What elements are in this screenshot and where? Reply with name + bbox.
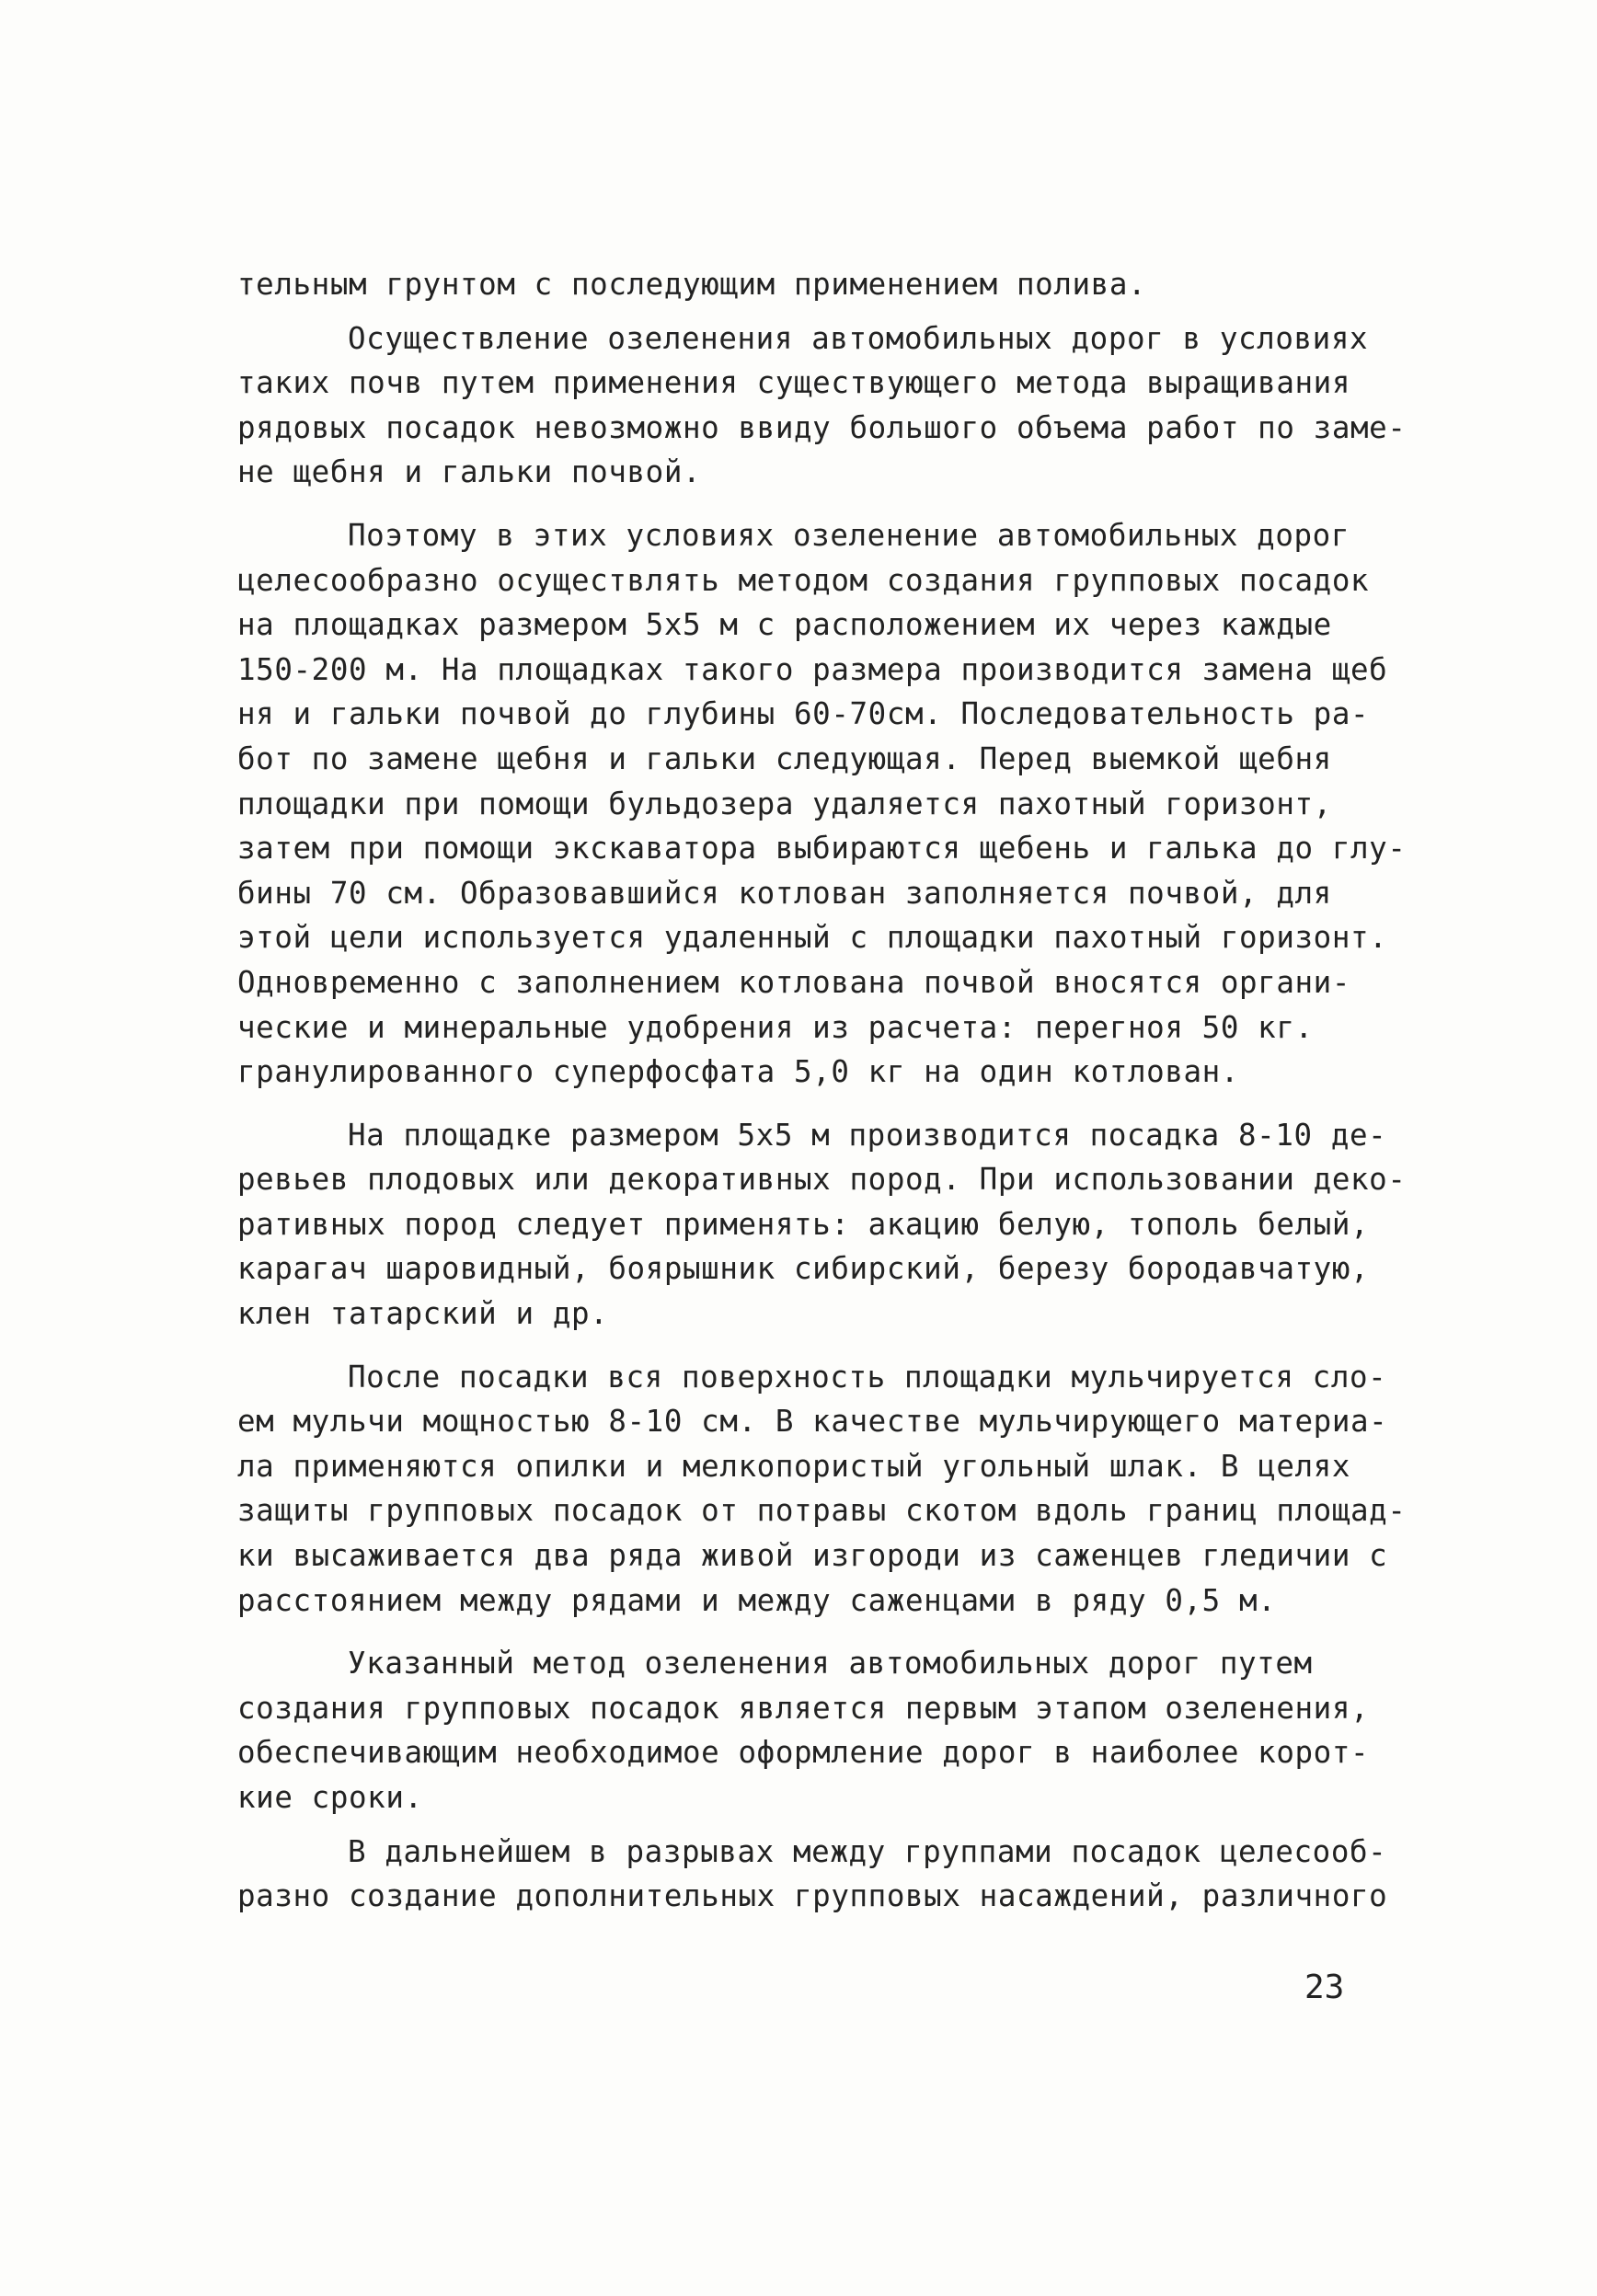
text-line: бот по замене щебня и гальки следующая. Перед выемкой щебня <box>237 740 1332 776</box>
page-number: 23 <box>1304 1969 1345 2006</box>
text-line: бины 70 см. Образовавшийся котлован заполняется почвой, для <box>237 875 1332 911</box>
paragraph-2 <box>237 316 1407 495</box>
text-line: разно создание дополнительных групповых насаждений, различного <box>237 1878 1388 1914</box>
text-line: ня и гальки почвой до глубины 60-70см. Последовательность ра- <box>237 696 1370 732</box>
text-line: Указанный метод озеленения автомобильных дорог путем <box>348 1646 1313 1682</box>
body-text <box>237 262 1407 1919</box>
paragraph-7 <box>237 1830 1388 1919</box>
text-line: В дальнейшем в разрывах между группами посадок целесооб- <box>348 1833 1387 1869</box>
text-line: таких почв путем применения существующего метода выращивания <box>237 365 1350 401</box>
text-line: обеспечивающим необходимое оформление дорог в наиболее корот- <box>237 1735 1370 1771</box>
paragraph-5 <box>237 1355 1407 1624</box>
text-line: Одновременно с заполнением котлована почвой вносятся органи- <box>237 964 1350 1000</box>
text-line: ки высаживается два ряда живой изгороди из саженцев гледичии с <box>237 1538 1388 1574</box>
text-line: создания групповых посадок является первым этапом озеленения, <box>237 1690 1370 1726</box>
text-line: расстоянием между рядами и между саженцами в ряду 0,5 м. <box>237 1582 1277 1618</box>
text-line: Осуществление озеленения автомобильных дорог в условиях <box>348 320 1369 356</box>
text-line: рядовых посадок невозможно ввиду большого объема работ по заме- <box>237 409 1407 445</box>
text-line: 150-200 м. На площадках такого размера производится замена щеб <box>237 651 1388 687</box>
text-line: защиты групповых посадок от потравы скотом вдоль границ площад- <box>237 1493 1407 1529</box>
text-line: карагач шаровидный, боярышник сибирский, березу бородавчатую, <box>237 1251 1370 1287</box>
text-line: ческие и минеральные удобрения из расчета: перегноя 50 кг. <box>237 1009 1314 1045</box>
text-line: целесообразно осуществлять методом создания групповых посадок <box>237 562 1370 598</box>
text-line: ративных пород следует применять: акацию белую, тополь белый, <box>237 1206 1370 1242</box>
text-line: площадки при помощи бульдозера удаляется пахотный горизонт, <box>237 786 1332 821</box>
paragraph-6 <box>237 1641 1378 1820</box>
paragraph-4 <box>237 1113 1407 1337</box>
text-line: Поэтому в этих условиях озеленение автомобильных дорог <box>348 517 1350 553</box>
text-line: ем мульчи мощностью 8-10 см. В качестве мульчирующего материа- <box>237 1404 1388 1440</box>
paragraph-1 <box>237 262 1378 307</box>
text-line: кие сроки. <box>237 1780 423 1815</box>
text-line: гранулированного суперфосфата 5,0 кг на один котлован. <box>237 1054 1239 1090</box>
text-line: затем при помощи экскаватора выбираются щебень и галька до глу- <box>237 831 1407 867</box>
text-line: клен татарский и др. <box>237 1296 609 1332</box>
text-line: этой цели используется удаленный с площадки пахотный горизонт. <box>237 920 1388 956</box>
text-line: ла применяются опилки и мелкопористый угольный шлак. В целях <box>237 1448 1350 1484</box>
text-line: не щебня и гальки почвой. <box>237 454 702 490</box>
paragraph-3 <box>237 513 1407 1095</box>
text-line: На площадке размером 5х5 м производится посадка 8-10 де- <box>348 1117 1387 1153</box>
text-line: ревьев плодовых или декоративных пород. При использовании деко- <box>237 1162 1407 1198</box>
text-line: После посадки вся поверхность площадки мульчируется сло- <box>348 1359 1387 1395</box>
text-line: на площадках размером 5х5 м с расположением их через каждые <box>237 607 1332 643</box>
text-line: тельным грунтом с последующим применением полива. <box>237 267 1147 302</box>
